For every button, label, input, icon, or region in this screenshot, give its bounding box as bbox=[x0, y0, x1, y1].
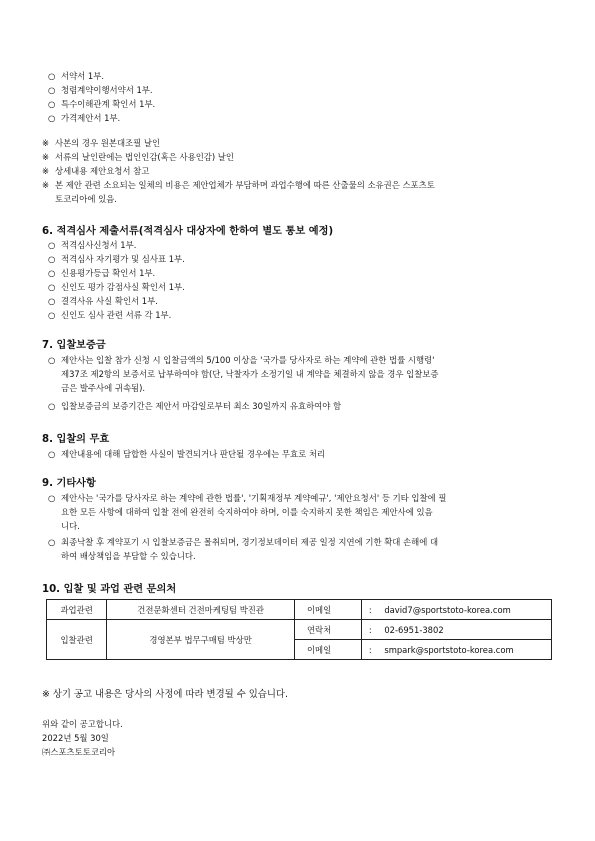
list-item: ○ 서약서 1부. bbox=[48, 71, 105, 81]
bullet-circle-icon: ○ bbox=[48, 493, 56, 503]
bullet-circle-icon: ○ bbox=[48, 449, 56, 459]
list-item: ○ 신인도 심사 관련 서류 각 1부. bbox=[48, 310, 172, 320]
label-cell: 연락처 bbox=[294, 620, 361, 640]
reference-mark-icon: ※ bbox=[42, 138, 50, 148]
value-cell: : david7@sportstoto-korea.com bbox=[362, 600, 552, 620]
table-row bbox=[47, 600, 552, 620]
reference-mark-icon: ※ bbox=[42, 180, 50, 190]
bullet-circle-icon: ○ bbox=[48, 310, 56, 320]
note-item: ※ 서류의 날인란에는 법인인감(혹은 사용인감) 날인 bbox=[42, 152, 234, 162]
bullet-circle-icon: ○ bbox=[48, 99, 56, 109]
section-7-heading: 7. 입찰보증금 bbox=[42, 340, 106, 351]
section-9-heading: 9. 기타사항 bbox=[42, 478, 96, 489]
note-item: ※ 상세내용 제안요청서 참고 bbox=[42, 166, 150, 176]
bullet-circle-icon: ○ bbox=[48, 113, 56, 123]
list-item: ○ 결격사유 사실 확인서 1부. bbox=[48, 296, 158, 306]
list-item: ○ 신용평가등급 확인서 1부. bbox=[48, 268, 156, 278]
note-item-continued: 토코리아에 있음. bbox=[55, 194, 117, 204]
category-cell: 입찰관련 bbox=[47, 620, 107, 660]
announcement-line: 위와 같이 공고합니다. bbox=[42, 719, 123, 729]
list-item: ○ 특수이해관계 확인서 1부. bbox=[48, 99, 156, 109]
change-notice: ※ 상기 공고 내용은 당사의 사정에 따라 변경될 수 있습니다. bbox=[42, 689, 288, 700]
section-8-heading: 8. 입찰의 무효 bbox=[42, 434, 110, 445]
section-8-list bbox=[48, 447, 325, 461]
email-link[interactable]: david7@sportstoto-korea.com bbox=[384, 604, 511, 615]
list-item: ○ 적격심사신청서 1부. bbox=[48, 240, 137, 250]
bullet-circle-icon: ○ bbox=[48, 355, 56, 365]
label-cell: 이메일 bbox=[294, 640, 361, 660]
note-item: ※ 본 제안 관련 소요되는 일체의 비용은 제안업체가 부담하며 과업수행에 따른 산출물의 소유권은 스포츠토 bbox=[42, 180, 435, 190]
bullet-circle-icon: ○ bbox=[48, 296, 56, 306]
section-9-list bbox=[48, 491, 446, 563]
table-row bbox=[47, 620, 552, 640]
list-item: ○ 입찰보증금의 보증기간은 제안서 마감일로부터 최소 30일까지 유효하여야 함 bbox=[48, 401, 342, 411]
list-item-continued: 제37조 제2항의 보증서로 납부하여야 함(단, 낙찰자가 소정기일 내 계약을 체결하지 않을 경우 입찰보증 bbox=[61, 369, 439, 379]
list-item: ○ 제안내용에 대해 담합한 사실이 발견되거나 판단될 경우에는 무효로 처리 bbox=[48, 449, 326, 459]
list-item: ○ 제안사는 입찰 참가 신청 시 입찰금액의 5/100 이상을 '국가를 당사자로 하는 계약에 관한 법률 시행령' bbox=[48, 355, 435, 365]
person-cell: 건전문화센터 건전마케팅팀 박진관 bbox=[107, 600, 295, 620]
value-cell: : smpark@sportstoto-korea.com bbox=[362, 640, 552, 660]
bullet-circle-icon: ○ bbox=[48, 401, 56, 411]
list-item: ○ 가격제안서 1부. bbox=[48, 113, 121, 123]
person-cell: 경영본부 법무구매팀 박상만 bbox=[107, 620, 295, 660]
section-6-list bbox=[48, 238, 185, 322]
list-item: ○ 신인도 평가 감점사실 확인서 1부. bbox=[48, 282, 185, 292]
list-item: ○ 최종낙찰 후 계약포기 시 입찰보증금은 몰취되며, 경기정보데이터 제공 일정 지연에 기한 확대 손해에 대 bbox=[48, 537, 439, 547]
bullet-circle-icon: ○ bbox=[48, 268, 56, 278]
section-7-list bbox=[48, 353, 438, 413]
section-10-heading: 10. 입찰 및 과업 관련 문의처 bbox=[42, 584, 177, 595]
bullet-circle-icon: ○ bbox=[48, 282, 56, 292]
list-item-continued: 하여 배상책임을 부담할 수 있습니다. bbox=[61, 551, 196, 561]
reference-mark-icon: ※ bbox=[42, 152, 50, 162]
category-cell: 과업관련 bbox=[47, 600, 107, 620]
notes-list bbox=[42, 136, 435, 206]
bullet-circle-icon: ○ bbox=[48, 85, 56, 95]
value-cell: : 02-6951-3802 bbox=[362, 620, 552, 640]
reference-mark-icon: ※ bbox=[42, 166, 50, 176]
bullet-circle-icon: ○ bbox=[48, 537, 56, 547]
note-item: ※ 사본의 경우 원본대조필 날인 bbox=[42, 138, 161, 148]
list-item: ○ 청렴계약이행서약서 1부. bbox=[48, 85, 153, 95]
email-link[interactable]: smpark@sportstoto-korea.com bbox=[384, 644, 514, 655]
list-item-continued: 니다. bbox=[61, 521, 80, 531]
submission-docs-list bbox=[48, 69, 155, 125]
label-cell: 이메일 bbox=[294, 600, 361, 620]
phone-number: 02-6951-3802 bbox=[384, 624, 444, 635]
bullet-circle-icon: ○ bbox=[48, 254, 56, 264]
bullet-circle-icon: ○ bbox=[48, 240, 56, 250]
company-name: ㈜스포츠토토코리아 bbox=[42, 747, 116, 757]
list-item: ○ 적격심사 자기평가 및 심사표 1부. bbox=[48, 254, 185, 264]
bullet-circle-icon: ○ bbox=[48, 71, 56, 81]
announcement-date: 2022년 5월 30일 bbox=[42, 733, 109, 743]
list-item-continued: 금은 발주사에 귀속됨). bbox=[61, 383, 146, 393]
section-6-heading: 6. 적격심사 제출서류(적격심사 대상자에 한하여 별도 통보 예정) bbox=[42, 226, 334, 237]
list-item: ○ 제안사는 '국가를 당사자로 하는 계약에 관한 법률', '기획재정부 계약예규', '제안요청서' 등 기타 입찰에 필 bbox=[48, 493, 447, 503]
list-item-continued: 요한 모든 사항에 대하여 입찰 전에 완전히 숙지하여야 하며, 이를 숙지하지 못한 책임은 제안사에 있음 bbox=[61, 507, 433, 517]
contact-table bbox=[46, 599, 552, 660]
